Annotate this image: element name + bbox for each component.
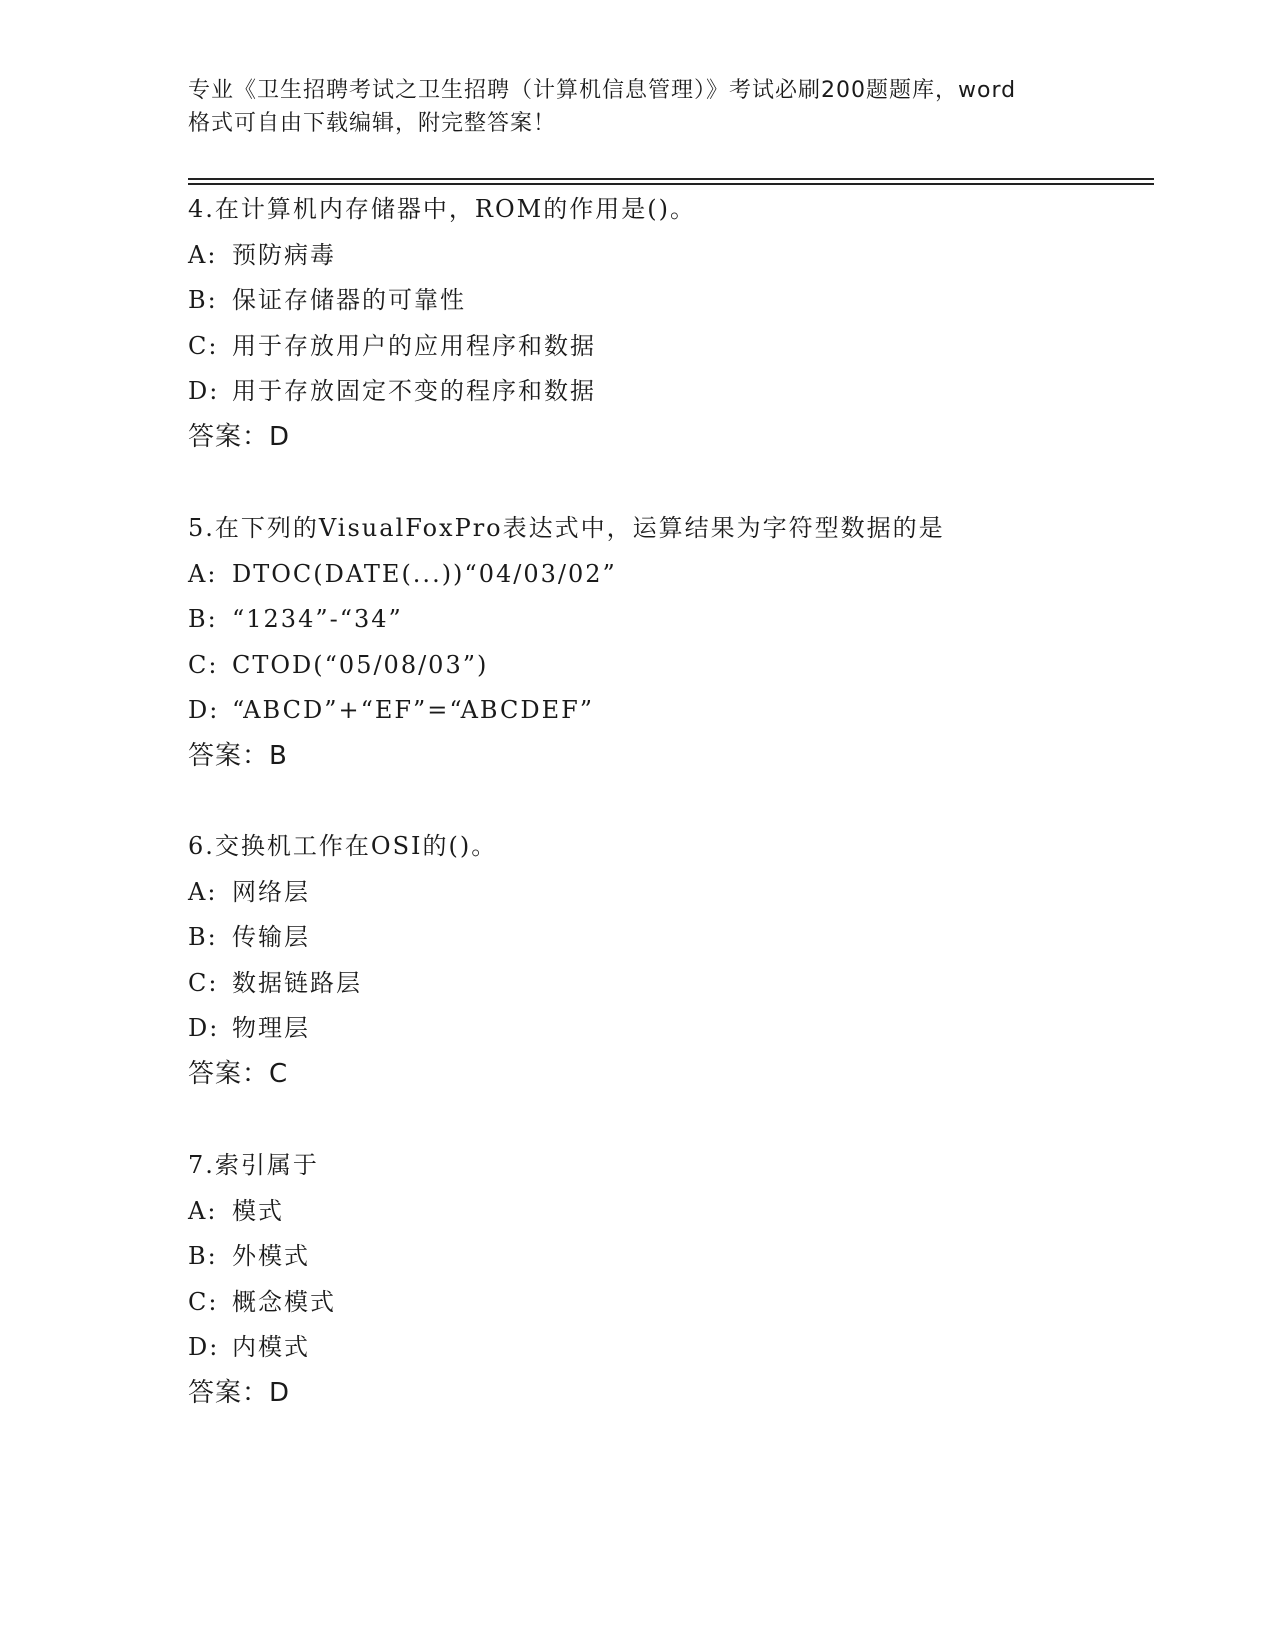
question-stem: 7.索引属于 — [188, 1151, 319, 1179]
question-6 — [188, 824, 1148, 1097]
option-a — [188, 870, 1148, 916]
answer-line: 答案：D — [188, 1377, 291, 1408]
question-stem: 6.交换机工作在OSI的()。 — [188, 832, 498, 860]
answer-line: 答案：C — [188, 1058, 289, 1089]
option-text: 网络层 — [232, 877, 310, 906]
option-d — [188, 1006, 1148, 1052]
option-text: 内模式 — [232, 1333, 310, 1361]
question-stem: 4.在计算机内存储器中，ROM的作用是()。 — [188, 195, 696, 223]
option-letter: C: — [188, 968, 219, 997]
option-text: DTOC(DATE(...))“04/03/02” — [232, 559, 617, 588]
option-letter: A: — [188, 559, 218, 588]
option-letter: D: — [188, 1333, 220, 1361]
option-d — [188, 688, 1148, 734]
option-letter: D: — [188, 377, 220, 405]
option-text: CTOD(“05/08/03”) — [232, 650, 489, 679]
answer-line: 答案：D — [188, 421, 291, 452]
option-text: 用于存放用户的应用程序和数据 — [232, 331, 596, 360]
option-text: 预防病毒 — [232, 240, 336, 269]
question-stem: 5.在下列的VisualFoxPro表达式中，运算结果为字符型数据的是 — [188, 514, 945, 542]
option-a — [188, 1189, 1148, 1235]
header-line-1: 专业《卫生招聘考试之卫生招聘（计算机信息管理）》考试必刷200题题库，word — [188, 78, 1017, 103]
option-c — [188, 324, 1148, 370]
option-b — [188, 1234, 1148, 1280]
option-letter: A: — [188, 240, 218, 269]
option-b — [188, 597, 1148, 643]
option-text: 传输层 — [232, 923, 310, 951]
option-letter: C: — [188, 1287, 219, 1316]
option-letter: A: — [188, 877, 218, 906]
option-letter: D: — [188, 696, 220, 724]
option-c — [188, 961, 1148, 1007]
option-letter: B: — [188, 286, 218, 314]
option-text: “ABCD”+“EF”=“ABCDEF” — [232, 696, 595, 724]
option-d — [188, 369, 1148, 415]
header-divider-bottom — [188, 183, 1154, 185]
option-d — [188, 1325, 1148, 1371]
header-divider-top — [188, 178, 1154, 180]
option-a — [188, 233, 1148, 279]
option-c — [188, 1280, 1148, 1326]
option-b — [188, 278, 1148, 324]
answer-line: 答案：B — [188, 740, 288, 771]
option-letter: A: — [188, 1196, 218, 1225]
question-4 — [188, 187, 1148, 460]
option-text: 模式 — [232, 1196, 284, 1225]
header-line-2: 格式可自由下载编辑，附完整答案！ — [188, 111, 557, 136]
option-text: “1234”-“34” — [232, 605, 403, 633]
option-letter: B: — [188, 1242, 218, 1270]
question-5 — [188, 506, 1148, 779]
option-text: 数据链路层 — [232, 968, 362, 997]
option-letter: C: — [188, 650, 219, 679]
option-c — [188, 643, 1148, 689]
option-a — [188, 552, 1148, 598]
document-header — [188, 74, 1088, 140]
option-text: 概念模式 — [232, 1287, 336, 1316]
option-letter: C: — [188, 331, 219, 360]
option-text: 外模式 — [232, 1242, 310, 1270]
option-letter: D: — [188, 1014, 220, 1042]
option-text: 物理层 — [232, 1014, 310, 1042]
option-text: 保证存储器的可靠性 — [232, 286, 466, 314]
option-letter: B: — [188, 923, 218, 951]
option-text: 用于存放固定不变的程序和数据 — [232, 377, 596, 405]
option-b — [188, 915, 1148, 961]
option-letter: B: — [188, 605, 218, 633]
question-7 — [188, 1143, 1148, 1416]
